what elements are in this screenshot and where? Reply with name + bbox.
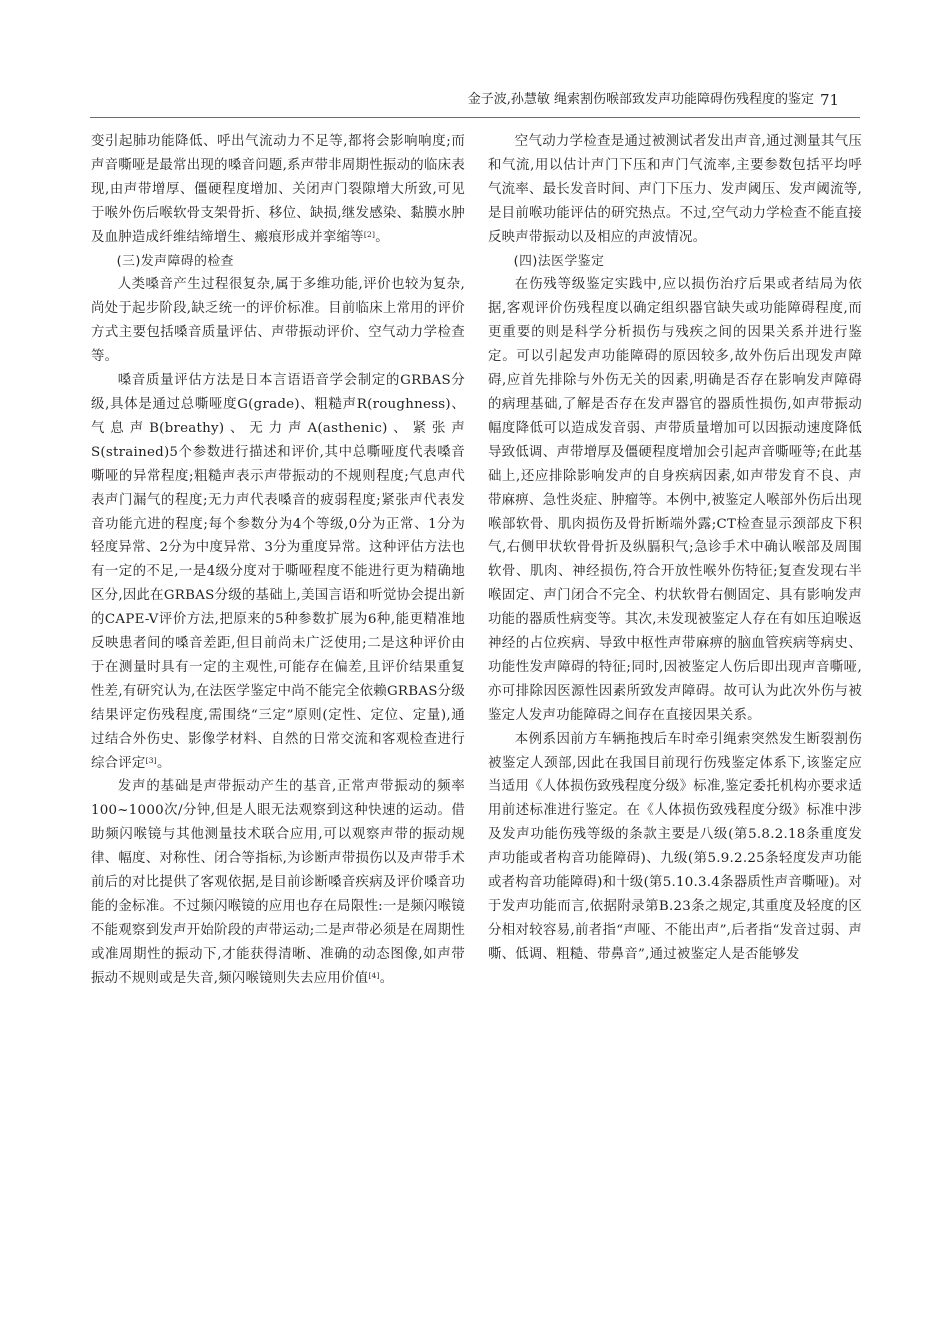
paragraph-end: 。 [375, 229, 389, 245]
paragraph-text: 变引起肺功能降低、呼出气流动力不足等,都将会影响响度;而声音嘶哑是最常出现的嗓音问题,系声带非周期性振动的临床表现,由声带增厚、僵硬程度增加、关闭声门裂隙增大所致,可见于喉外伤后喉软骨支架骨折、移位、缺损,继发感染、黏膜水肿及血肿造成纤维结缔增生、瘢痕形成并挛缩等 [91, 134, 465, 245]
paragraph-causality: 在伤残等级鉴定实践中,应以损伤治疗后果或者结局为依据,客观评价伤残程度以确定组织器官缺失或功能障碍程度,而更重要的则是科学分析损伤与残疾之间的因果关系并进行鉴定。可以引起发声功能障碍的原因较多,故外伤后出现发声障碍,应首先排除与外伤无关的因素,明确是否存在影响发声障碍的病理基础,了解是否存在发声器官的器质性损伤,如声带振动幅度降低可以造成发音弱、声带质量增加可以因振动速度降低导致低调、声带增厚及僵硬程度增加会引起声音嘶哑等;在此基础上,还应排除影响发声的自身疾病因素,如声带发育不良、声带麻痹、急性炎症、肿瘤等。本例中,被鉴定人喉部外伤后出现喉部软骨、肌肉损伤及骨折断端外露;CT检查显示颈部皮下积气,右侧甲状软骨骨折及纵膈积气;急诊手术中确认喉部及周围软骨、肌肉、神经损伤,符合开放性喉外伤特征;复查发现右半喉固定、声门闭合不完全、杓状软骨右侧固定、具有影响发声功能的器质性病变等。其次,未发现被鉴定人存在有如压迫喉返神经的占位疾病、导致中枢性声带麻痹的脑血管疾病等病史、功能性发声障碍的特征;同时,因被鉴定人伤后即出现声音嘶哑,亦可排除因医源性因素所致发声障碍。故可认为此次外伤与被鉴定人发声功能障碍之间存在直接因果关系。 [488, 277, 862, 723]
paragraph-stroboscopy [91, 775, 465, 990]
paragraph-text: 发声的基础是声带振动产生的基音,正常声带振动的频率100~1000次/分钟,但是人眼无法观察到这种快速的运动。借助频闪喉镜与其他测量技术联合应用,可以观察声带的振动规律、幅度、对称性、闭合等指标,为诊断声带损伤以及声带手术前后的对比提供了客观依据,是目前诊断嗓音疾病及评价嗓音功能的金标准。不过频闪喉镜的应用也存在局限性:一是频闪喉镜不能观察到发声开始阶段的声带运动;二是声带必须是在周期性或准周期性的振动下,才能获得清晰、准确的动态图像,如声带振动不规则或是失音,频闪喉镜则失去应用价值 [91, 779, 465, 986]
paragraph-standard: 本例系因前方车辆拖拽后车时牵引绳索突然发生断裂割伤被鉴定人颈部,因此在我国目前现行伤残鉴定体系下,该鉴定应当适用《人体损伤致残程度分级》标准,鉴定委托机构亦要求适用前述标准进行鉴定。在《人体损伤致残程度分级》标准中涉及发声功能伤残等级的条款主要是八级(第5.8.2.18条重度发声功能或者构音功能障碍)、九级(第5.9.2.25条轻度发声功能或者构音功能障碍)和十级(第5.10.3.4条器质性声音嘶哑)。对于发声功能而言,依据附录第B.23条之规定,其重度及轻度的区分相对较容易,前者指“声哑、不能出声”,后者指“发音过弱、声嘶、低调、粗糙、带鼻音”,通过被鉴定人是否能够发 [488, 731, 862, 962]
section-heading-4: (四)法医学鉴定 [513, 253, 605, 269]
paragraph-grbas [91, 369, 465, 775]
paragraph-end: 。 [156, 755, 171, 771]
paragraph-aerodynamics: 空气动力学检查是通过被测试者发出声音,通过测量其气压和气流,用以估计声门下压和声门气流率,主要参数包括平均呼气流率、最长发音时间、声门下压力、发声阈压、发声阈流等,是目前喉功能评估的研究热点。不过,空气动力学检查不能直接反映声带振动以及相应的声波情况。 [488, 134, 862, 245]
running-title: 金子波,孙慧敏 绳索割伤喉部致发声功能障碍伤残程度的鉴定 [467, 92, 814, 107]
paragraph-voice-evaluation: 人类嗓音产生过程很复杂,属于多维功能,评价也较为复杂,尚处于起步阶段,缺乏统一的评价标准。目前临床上常用的评价方式主要包括嗓音质量评估、声带振动评价、空气动力学检查等。 [91, 277, 465, 365]
reference-marker: [4] [368, 970, 380, 980]
reference-marker: [2] [363, 229, 376, 239]
header-rule [90, 117, 860, 118]
reference-marker: [3] [145, 755, 157, 765]
paragraph-text: 嗓音质量评估方法是日本言语语音学会制定的GRBAS分级,具体是通过总嘶哑度G(grade)、粗糙声R(roughness)、气息声B(breathy)、无力声A(asthenic)、紧张声S(strained)5个参数进行描述和评价,其中总嘶哑度代表嗓音嘶哑的异常程度;粗糙声表示声带振动的不规则程度;气息声代表声门漏气的程度;无力声代表嗓音的疲弱程度;紧张声代表发音功能亢进的程度;每个参数分为4个等级,0分为正常、1分为轻度异常、2分为中度异常、3分为重度异常。这种评估方法也有一定的不足,一是4级分度对于嘶哑程度不能进行更为精确地区分,因此在GRBAS分级的基础上,美国言语和听觉协会提出新的CAPE-V评价方法,把原来的5种参数扩展为6种,能更精准地反映患者间的嗓音差距,但目前尚未广泛使用;二是这种评价由于在测量时具有一定的主观性,可能存在偏差,且评价结果重复性差,有研究认为,在法医学鉴定中尚不能完全依赖GRBAS分级结果评定伤残程度,需围绕“三定”原则(定性、定位、定量),通过结合外伤史、影像学材料、自然的日常交流和客观检查进行综合评定 [91, 373, 465, 771]
section-heading-3: (三)发声障碍的检查 [116, 253, 234, 269]
paragraph-lung-function [91, 130, 465, 250]
right-column [488, 130, 862, 967]
page-number: 71 [820, 91, 840, 109]
paragraph-end: 。 [379, 970, 394, 986]
left-column [91, 130, 465, 991]
running-header [0, 90, 950, 110]
